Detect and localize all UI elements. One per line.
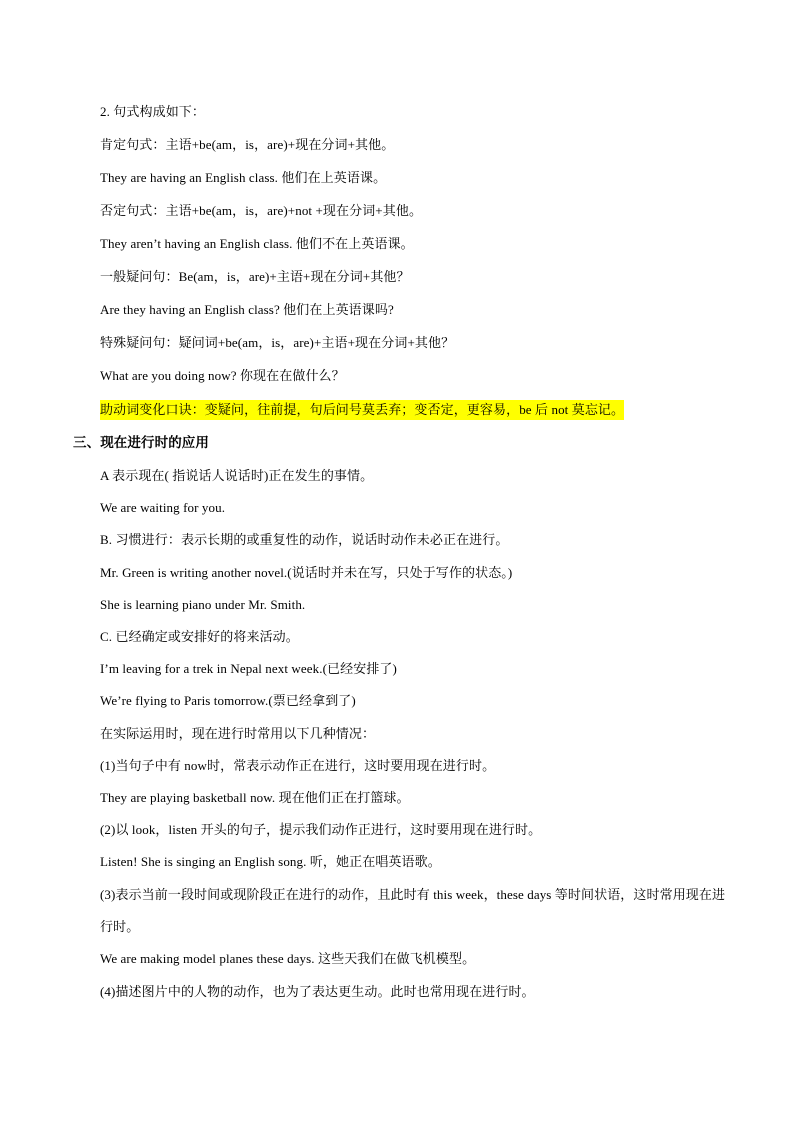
example-sentence: They are playing basketball now. 现在他们正在打篮球。 [100, 790, 410, 805]
text-paragraph: (3)表示当前一段时间或现阶段正在进行的动作，且此时有 this week，these days 等时间状语，这时常用现在进行时。 [100, 887, 726, 934]
text-line: 一般疑问句：Be(am，is，are)+主语+现在分词+其他？ [100, 269, 410, 284]
example-sentence: She is learning piano under Mr. Smith. [100, 597, 306, 612]
example-sentence: Are they having an English class? 他们在上英语课吗? [100, 302, 394, 317]
text-line: 否定句式：主语+be(am，is，are)+not +现在分词+其他。 [100, 203, 423, 218]
section-subheading: 2. 句式构成如下： [100, 104, 206, 119]
text-line: 特殊疑问句：疑问词+be(am，is，are)+主语+现在分词+其他？ [100, 335, 455, 350]
example-sentence: Mr. Green is writing another novel.(说话时并未在写，只处于写作的状态。) [100, 565, 513, 580]
example-sentence: They aren’t having an English class. 他们不在上英语课。 [100, 236, 414, 251]
example-sentence: Listen! She is singing an English song. 听，她正在唱英语歌。 [100, 854, 441, 869]
example-sentence: We are making model planes these days. 这些天我们在做飞机模型。 [100, 951, 476, 966]
text-line: B. 习惯进行：表示长期的或重复性的动作，说话时动作未必正在进行。 [100, 532, 509, 547]
text-line: (1)当句子中有 now时，常表示动作正在进行，这时要用现在进行时。 [100, 758, 496, 773]
text-line: C. 已经确定或安排好的将来活动。 [100, 629, 299, 644]
example-sentence: They are having an English class. 他们在上英语课。 [100, 170, 387, 185]
text-line: A 表示现在( 指说话人说话时)正在发生的事情。 [100, 468, 374, 483]
example-sentence: We are waiting for you. [100, 500, 226, 515]
text-line: 肯定句式：主语+be(am，is，are)+现在分词+其他。 [100, 137, 395, 152]
highlighted-mnemonic [100, 401, 624, 419]
section-heading: 三、现在进行时的应用 [73, 435, 209, 450]
highlight-mark: 助动词变化口诀：变疑问，往前提，句后问号莫丢弃；变否定，更容易，be 后 not 莫忘记。 [100, 400, 624, 420]
text-line: 在实际运用时，现在进行时常用以下几种情况： [100, 726, 376, 741]
example-sentence: We’re flying to Paris tomorrow.(票已经拿到了) [100, 693, 356, 708]
example-sentence: I’m leaving for a trek in Nepal next week.(已经安排了) [100, 661, 397, 676]
text-line: (2)以 look，listen 开头的句子，提示我们动作正进行，这时要用现在进行时。 [100, 822, 542, 837]
example-sentence: What are you doing now? 你现在在做什么？ [100, 368, 345, 383]
text-line: (4)描述图片中的人物的动作，也为了表达更生动。此时也常用现在进行时。 [100, 984, 535, 999]
